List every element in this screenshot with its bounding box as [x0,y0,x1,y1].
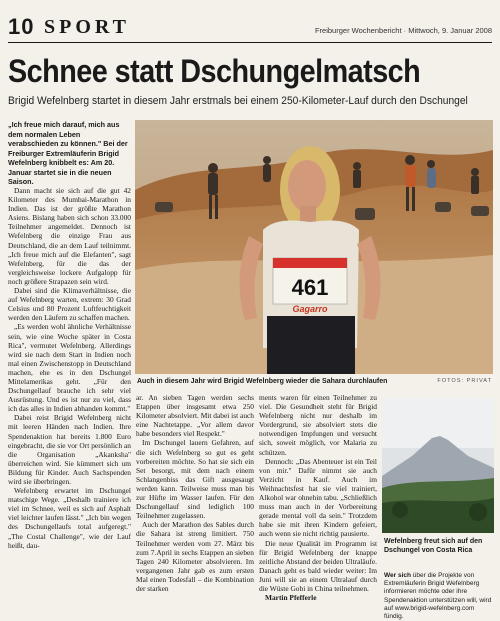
desert-runner-image [135,120,493,374]
sidebar-caption: Wefelnberg freut sich auf den Dschungel von Costa Rica [384,538,483,554]
paragraph: Wefelnberg erwartet im Dschungel matschige Wege. „Deshalb trainiere ich viel im Schnee, weil es sich auf Asphalt viel leichter laufen lässt." „Ich bin wegen des Dschungellaufs total aufgeregt." „The Costal Challenge", wie der Lauf heißt, dau- [8,486,131,550]
article-column-3 [259,393,377,616]
photo-caption: Auch in diesem Jahr wird Brigid Wefelnberg wieder die Sahara durchlaufen [137,378,388,385]
paragraph: Auch der Marathon des Sables durch die Sahara ist streng limitiert. 750 Teilnehmer werden vom 27. März bis zum 7.April in sechs Etappen an sieben Tagen 240 Kilometer absolvieren. Im vergangenen Jahr gab es zum ersten Mal einen Todesfall – die Kombination der starken [136,520,254,593]
header-rule [8,42,492,43]
article-lead: „Ich freue mich darauf, mich aus dem normalen Leben verabschieden zu können." Bei der Freiburger Extremläuferin Brigid Wefelnberg knibbelt es: Am 20. Januar startet sie in die neuen Saison. [8,120,128,186]
paragraph: Dann macht sie sich auf die gut 42 Kilometer des Mumbai-Marathon in Indien. Das ist der größte Marathon Asiens. Bislang haben sich schon 33.000 Teilnehmer angemeldet. Dennoch ist Wefelnberg die einzige Frau aus Deutschland, die an dem Lauf teilnimmt. „Ich freue mich auf die Elefanten", sagt Wefelnberg, für die das der vergleichsweise lockere Aufgalopp für noch größere Strapazen sein wird. [8,186,131,286]
paragraph: ments waren für einen Teilnehmer zu viel. Die Gesundheit steht für Brigid Wefelnberg nicht nur deshalb im Vordergrund, sie absolviert stets die notwendigen Impfungen und versucht sich, soweit möglich, vor Malaria zu schützen. [259,393,377,457]
page-header [8,14,492,42]
paragraph: „Es werden wohl ähnliche Verhältnisse sein, wie eine Woche später in Costa Rica", vermutet Wefelnberg. Allerdings wird sie nach dem Start in Indien noch mal einen Zwischenstopp in Deutschland machen, ehe es in den Dschungel Mittelamerikas geht. „Für den Dschungellauf brauche ich sehr viel Ausrüstung. Und es ist nur zu viel, dass ich das alles in Indien abhanden kommt." [8,322,131,414]
bib-number: 461 [291,275,329,300]
volcano-photo [382,398,494,533]
page-number: 10 [8,14,35,39]
headline: Schnee statt Dschungelmatsch [8,53,421,89]
runner-photo [135,120,493,374]
costa-rica-image [382,398,494,533]
paragraph: ar. An sieben Tagen werden sechs Etappen über insgesamt etwa 250 Kilometer absolviert. Mit dabei ist auch eine Nachtetappe. „Vor allem davor habe besonders viel Respekt." [136,393,254,439]
photo-credit: FOTOS: PRIVAT [437,378,492,384]
sidebar-text-body: über die Projekte von Extremläuferin Brigid Wefelnberg informieren möchte oder ihre Spendenaktion unterstützen will, wird auf www.brigid-wefelnberg.com fündig. [384,572,492,621]
paragraph: Die neue Qualität im Programm ist für Brigid Wefelnberg der knappe zeitliche Abstand der beiden Ultraläufe. Danach geht es bald wieder weiter: Im Juni will sie an einem Ultralauf durch die Wüste Gobi in China teilnehmen. [259,538,377,593]
section-title: SPORT [44,16,130,38]
paragraph: Dabei sind die Klimaverhältnisse, die auf Wefelnberg warten, extrem: 30 Grad Celsius und 80 Prozent Luftfeuchtigkeit werden den Läufern zu schaffen machen. [8,286,131,323]
bib-sponsor: Gagarro [292,304,328,314]
sidebar-text [384,572,494,621]
issue-line: Freiburger Wochenbericht · Mittwoch, 9. Januar 2008 [314,26,492,35]
paragraph: Dabei reist Brigid Wefelnberg nicht mit leeren Händen nach Indien. Ihre Spendenaktion hat bereits 1.800 Euro eingebracht, die sie vor Ort persönlich an die Organisation „Akanksha" überreichen wird. Sie kümmert sich um Bildung für Kinder. Auch Sachspenden wird sie überbringen. [8,413,131,486]
author-byline: Martin Pfefferle [265,593,317,603]
paragraph: Im Dschungel lauern Gefahren, auf die sich Wefelnberg so gut es geht vorbereiten möchte. So hat sie sich ein Set besorgt, mit dem nach einem Schlangenbiss das Gift ausgesaugt werden kann. Teilweise muss man bis zur Hüfte im Wasser laufen. Für den Dschungellauf sind lediglich 100 Teilnehmer zugelassen. [136,438,254,521]
article-column-1 [8,186,131,616]
article-column-2 [136,393,254,616]
sidebar-text-lead: Wer sich [384,572,411,579]
paragraph: Dennoch: „Das Abenteuer ist ein Teil von mir." Dafür nimmt sie auch Verzicht in Kauf. Auch im Weihnachtsfest hat sie viel trainiert, Alkohol war ohnehin tabu. „Schließlich muss man auch in der Vorbereitung gerade mental voll da sein." Trotzdem habe sie mit ihren Kindern gefeiert, auch wenn sie nicht richtig pausierte. [259,456,377,539]
subheadline: Brigid Wefelnberg startet in diesem Jahr erstmals bei einem 250-Kilometer-Lauf durch den Dschungel [8,95,468,107]
